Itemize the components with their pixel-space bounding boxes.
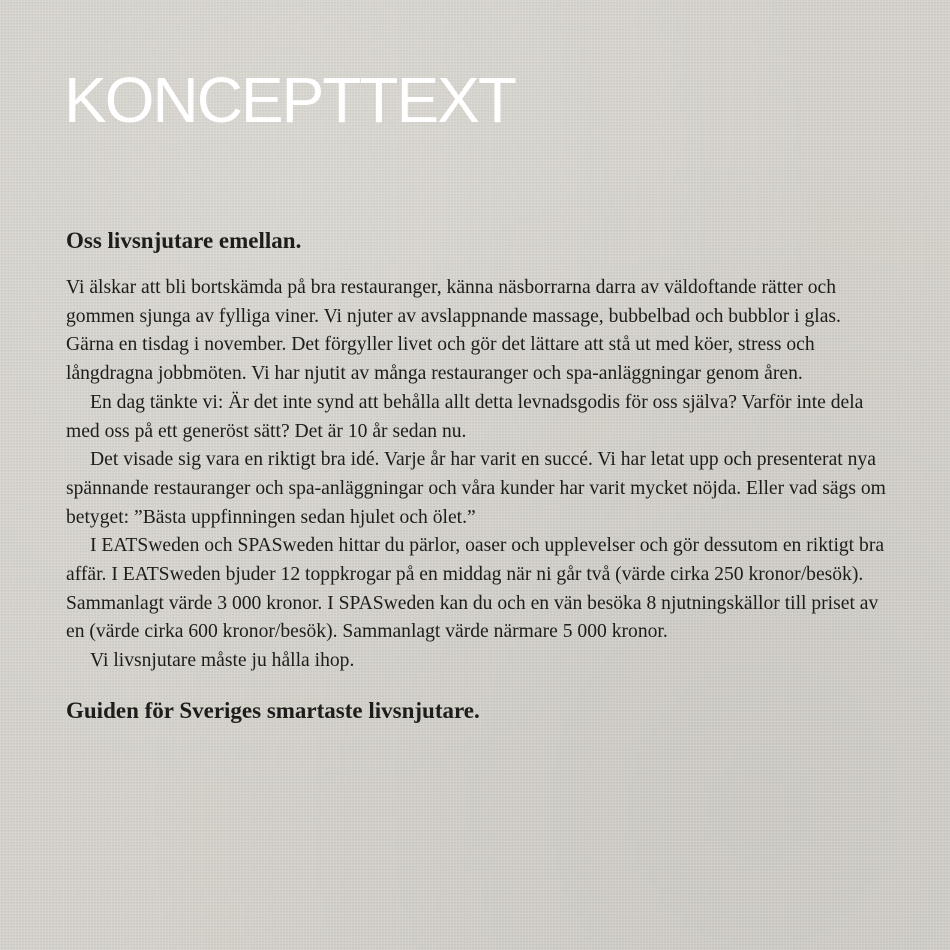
article-body <box>66 274 886 676</box>
article <box>66 224 886 728</box>
paragraph: I EATSweden och SPASweden hittar du pärlor, oaser och upplevelser och gör dessutom en riktigt bra affär. I EATSweden bjuder 12 toppkrogar på en middag när ni går två (värde cirka 250 kronor/besök). Sammanlagt värde 3 000 kronor. I SPASweden kan du och en vän besöka 8 njutningskällor till priset av en (värde cirka 600 kronor/besök). Sammanlagt värde närmare 5 000 kronor. <box>66 535 885 643</box>
paragraph: Det visade sig vara en riktigt bra idé. Varje år har varit en succé. Vi har letat upp och presenterat nya spännande restauranger och spa-anläggningar och våra kunder har varit mycket nöjda. Eller vad sägs om betyget: ”Bästa uppfinningen sedan hjulet och ölet.” <box>66 449 886 528</box>
paragraph: En dag tänkte vi: Är det inte synd att behålla allt detta levnadsgodis för oss själva? Varför inte dela med oss på ett generöst sätt? Det är 10 år sedan nu. <box>66 391 864 442</box>
closing-tagline: Guiden för Sveriges smartaste livsnjutare. <box>66 697 480 723</box>
paragraph: Vi älskar att bli bortskämda på bra restauranger, känna näsborrarna darra av väldoftande rätter och gommen sjunga av fylliga viner. Vi njuter av avslappnande massage, bubbelbad och bubblor i glas. Gärna en tisdag i november. Det förgyller livet och gör det lättare att stå ut med köer, stress och långdragna jobbmöten. Vi har njutit av många restauranger och spa-anläggningar genom åren. <box>66 277 841 385</box>
page-title: KONCEPTTEXT <box>64 64 515 136</box>
article-heading: Oss livsnjutare emellan. <box>66 228 302 253</box>
paragraph: Vi livsnjutare måste ju hålla ihop. <box>90 650 355 672</box>
